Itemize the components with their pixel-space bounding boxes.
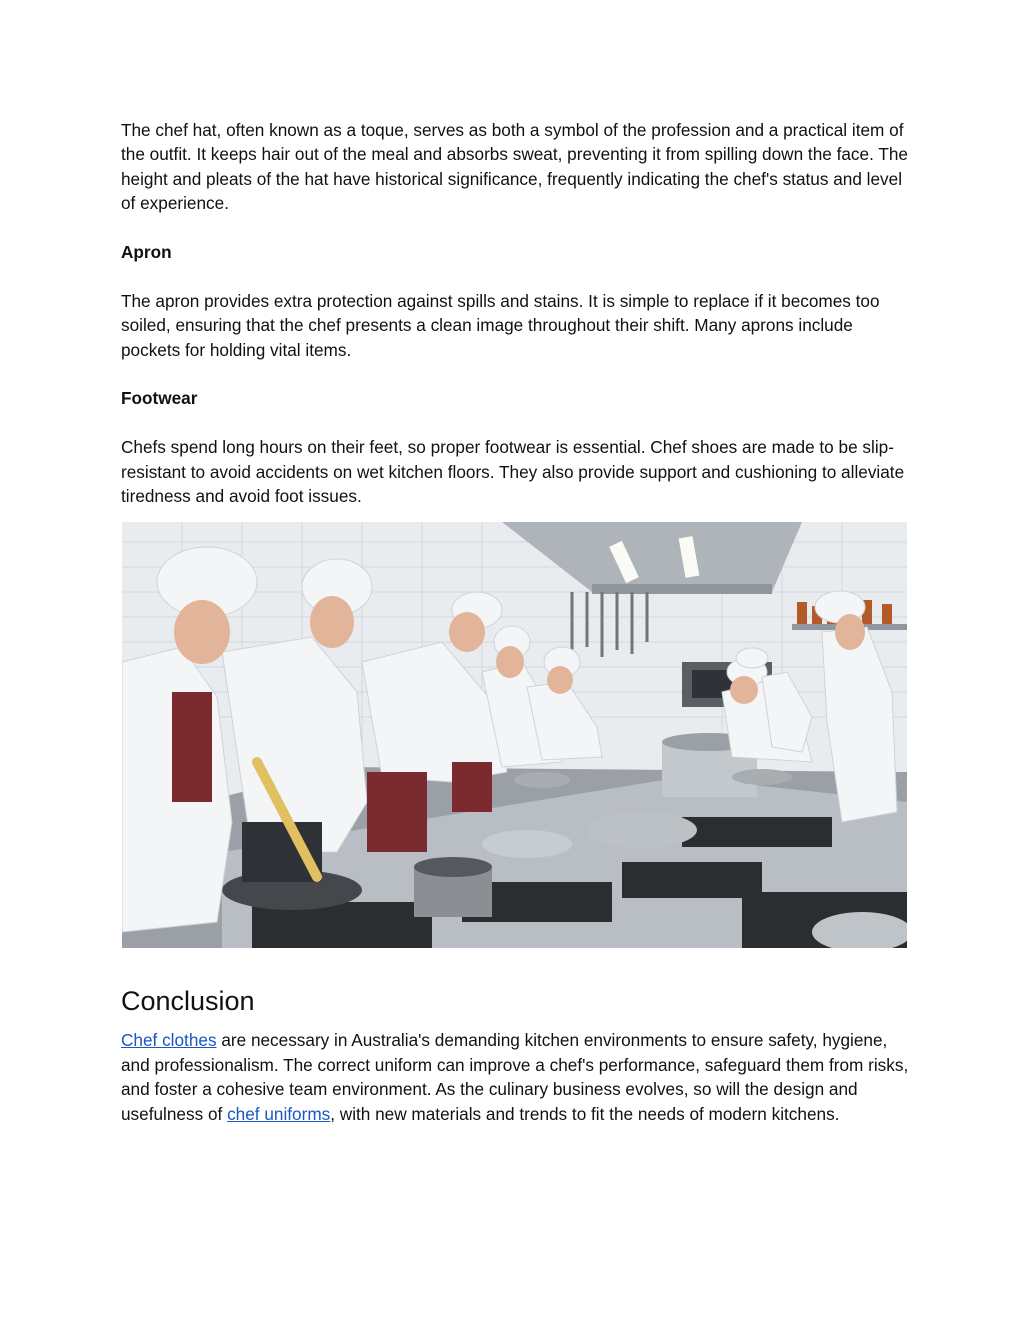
conclusion-text-part-1: are necessary in Australia's demanding kitchen environments to ensure safety, hygiene, and professionalism. The correct uniform can improve a chef's performance, safeguard them from risks, and foster a cohesive team environment. As the culinary business evolves, so will the design and usefulness of: [121, 1030, 909, 1124]
conclusion-paragraph: [121, 1028, 911, 1126]
apron-heading: Apron: [121, 242, 172, 263]
chef-uniforms-link[interactable]: chef uniforms: [227, 1103, 331, 1124]
document-page: [121, 118, 911, 1126]
kitchen-chefs-photo: [122, 522, 907, 948]
conclusion-heading: Conclusion: [121, 986, 255, 1017]
footwear-heading: Footwear: [121, 388, 198, 409]
apron-paragraph: The apron provides extra protection against spills and stains. It is simple to replace if it becomes too soiled, ensuring that the chef presents a clean image throughout their shift. Many aprons include pockets for holding vital items.: [121, 290, 880, 360]
footwear-paragraph: Chefs spend long hours on their feet, so proper footwear is essential. Chef shoes are made to be slip-resistant to avoid accidents on wet kitchen floors. They also provide support and cushioning to alleviate tiredness and avoid foot issues.: [121, 437, 905, 507]
chef-hat-paragraph: The chef hat, often known as a toque, serves as both a symbol of the profession and a practical item of the outfit. It keeps hair out of the meal and absorbs sweat, preventing it from spilling down the face. The height and pleats of the hat have historical significance, frequently indicating the chef's status and level of experience.: [121, 120, 908, 214]
kitchen-chefs-illustration: [122, 522, 907, 948]
chef-clothes-link[interactable]: Chef clothes: [121, 1030, 217, 1051]
conclusion-text-part-2: , with new materials and trends to fit the needs of modern kitchens.: [330, 1103, 840, 1124]
